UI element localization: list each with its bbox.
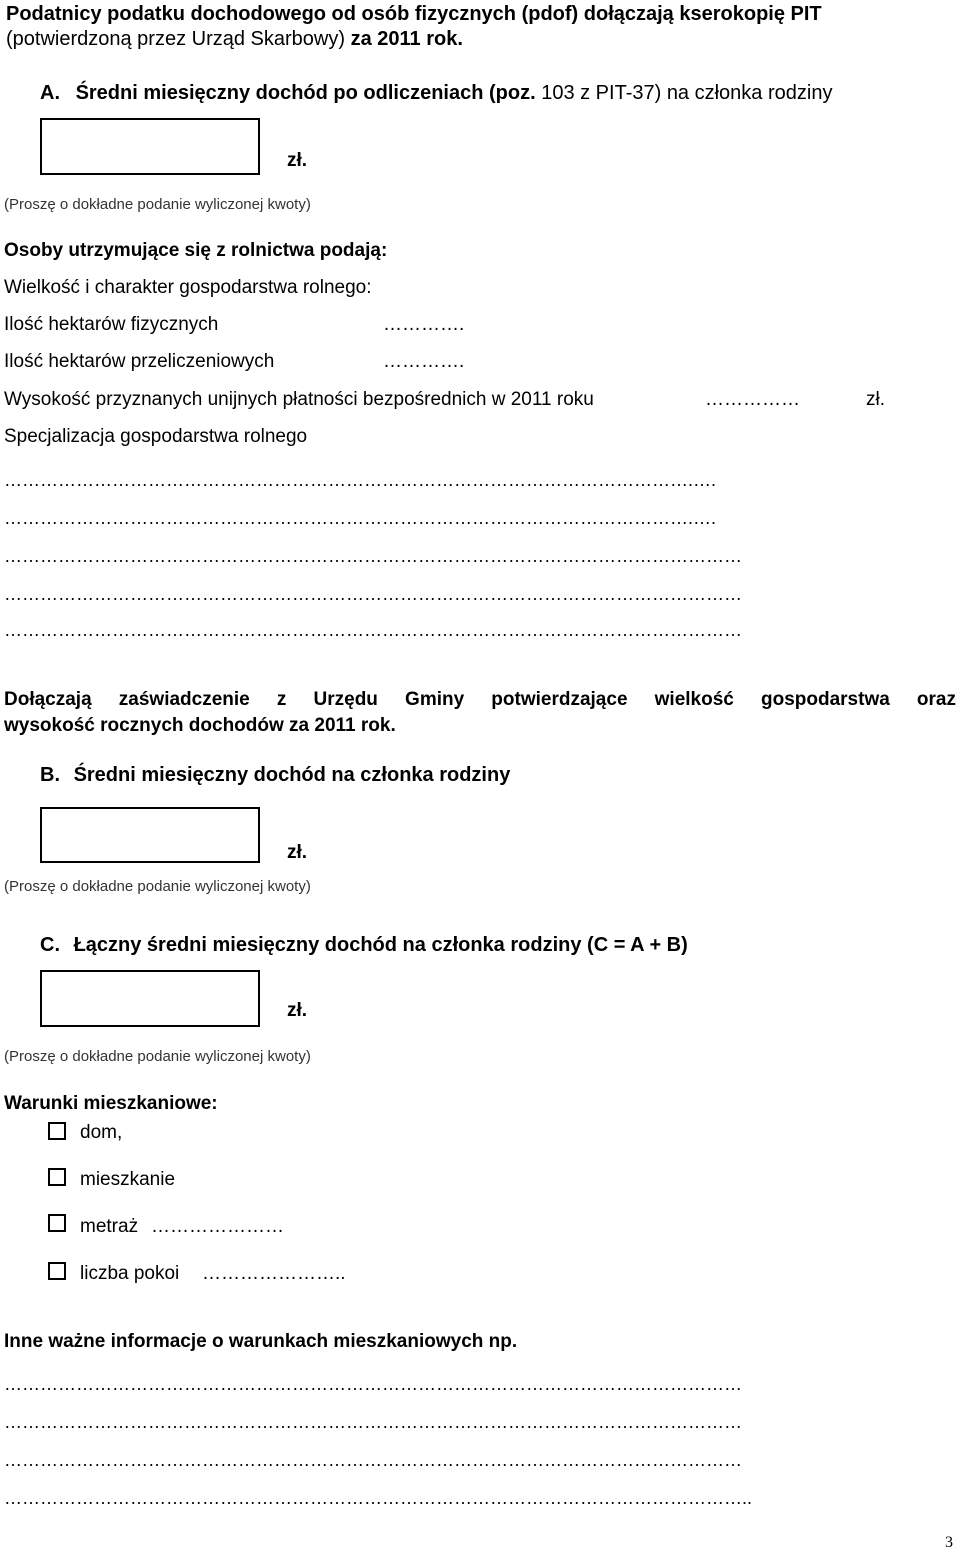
specialization-line-3[interactable]: …………………………………………………………………………………………………………… [4,546,742,566]
section-b-title [40,764,510,787]
section-a-title-rest: 103 z PIT-37) na członka rodziny [535,82,833,104]
other-info-line-3[interactable]: …………………………………………………………………………………………………………… [4,1450,742,1470]
other-info-heading: Inne ważne informacje o warunkach mieszkaniowych np. [4,1331,518,1352]
other-info-line-4[interactable]: …………………………………………………………………………………………………………….. [4,1488,753,1508]
area-field[interactable]: ………………… [151,1216,284,1237]
hectares-converted-label: Ilość hektarów przeliczeniowych [4,351,275,372]
area-label: metraż [80,1216,139,1237]
header-line-2-bold: za 2011 rok. [350,28,463,50]
section-c-title-text: Łączny średni miesięczny dochód na członka rodziny (C = A + B) [73,934,688,956]
section-c-note: (Proszę o dokładne podanie wyliczonej kwoty) [4,1048,311,1065]
section-c-amount-input[interactable] [40,970,260,1027]
housing-heading: Warunki mieszkaniowe: [4,1093,218,1114]
certificate-line-2: wysokość rocznych dochodów za 2011 rok. [4,715,396,736]
section-b-note: (Proszę o dokładne podanie wyliczonej kwoty) [4,878,311,895]
other-info-line-1[interactable]: …………………………………………………………………………………………………………… [4,1374,742,1394]
page-number: 3 [945,1534,953,1551]
section-b-title-text: Średni miesięczny dochód na członka rodziny [73,764,511,786]
header-line-2 [6,28,463,51]
rooms-field[interactable]: ………………….. [202,1263,346,1284]
rooms-label: liczba pokoi [80,1263,180,1284]
section-a-currency: zł. [287,150,308,171]
section-c-title [40,934,688,957]
section-b-currency: zł. [287,842,308,863]
apartment-label: mieszkanie [80,1169,176,1190]
section-b-amount-input[interactable] [40,807,260,863]
house-label: dom, [80,1122,123,1143]
specialization-line-2[interactable]: …………………………………………………………………………………………………….…. [4,508,717,528]
hectares-physical-label: Ilość hektarów fizycznych [4,314,219,335]
hectares-physical-field[interactable]: …………. [383,314,465,335]
header-line-1: Podatnicy podatku dochodowego od osób fizycznych (pdof) dołączają kserokopię PIT [6,3,822,25]
section-a-note: (Proszę o dokładne podanie wyliczonej kwoty) [4,196,311,213]
certificate-line-1: Dołączają zaświadczenie z Urzędu Gminy potwierdzające wielkość gospodarstwa oraz [4,689,956,710]
section-c-currency: zł. [287,1000,308,1021]
section-b-letter: B. [40,764,60,786]
area-checkbox[interactable] [48,1214,66,1232]
other-info-line-2[interactable]: …………………………………………………………………………………………………………… [4,1412,742,1432]
section-a-title [40,82,832,105]
hectares-converted-field[interactable]: …………. [383,351,465,372]
eu-payments-label: Wysokość przyznanych unijnych płatności bezpośrednich w 2011 roku [4,389,594,410]
header-line-2-normal: (potwierdzoną przez Urząd Skarbowy) [6,28,351,50]
specialization-line-5[interactable]: …………………………………………………………………………………………………………… [4,620,742,640]
section-a-title-bold: Średni miesięczny dochód po odliczeniach (poz. [75,82,536,104]
eu-payments-field[interactable]: …………… [705,389,800,410]
rooms-checkbox[interactable] [48,1262,66,1280]
specialization-label: Specjalizacja gospodarstwa rolnego [4,426,308,447]
apartment-checkbox[interactable] [48,1168,66,1186]
specialization-line-4[interactable]: …………………………………………………………………………………………………………… [4,584,742,604]
farm-size-label: Wielkość i charakter gospodarstwa rolnego: [4,277,372,298]
eu-payments-currency: zł. [866,389,885,410]
section-c-letter: C. [40,934,60,956]
specialization-line-1[interactable]: …………………………………………………………………………………………………….…. [4,470,717,490]
section-a-letter: A. [40,82,60,104]
farm-heading: Osoby utrzymujące się z rolnictwa podają: [4,240,388,261]
house-checkbox[interactable] [48,1122,66,1140]
section-a-amount-input[interactable] [40,118,260,175]
